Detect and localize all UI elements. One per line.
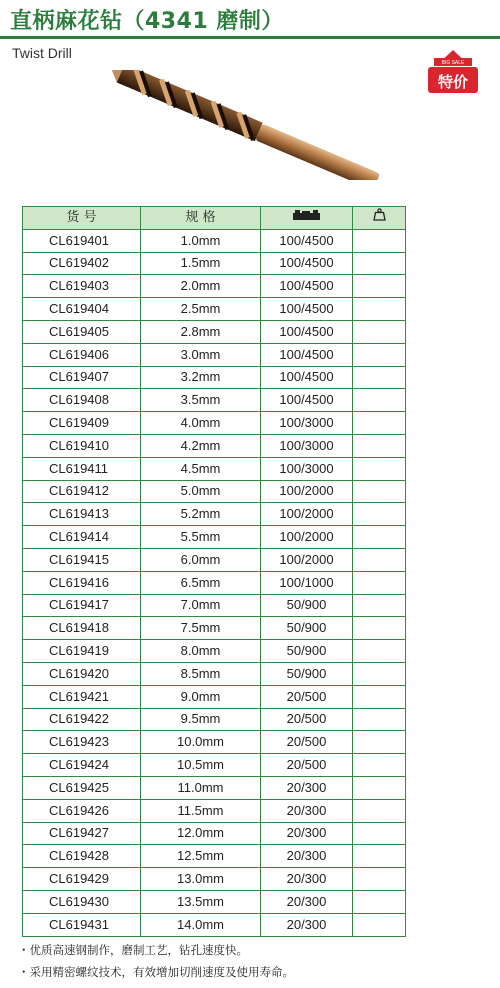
cell-weight bbox=[353, 480, 406, 503]
cell-pack: 100/2000 bbox=[261, 526, 353, 549]
cell-code: CL619418 bbox=[23, 617, 141, 640]
cell-code: CL619416 bbox=[23, 571, 141, 594]
cell-code: CL619402 bbox=[23, 252, 141, 275]
cell-spec: 12.5mm bbox=[141, 845, 261, 868]
cell-code: CL619408 bbox=[23, 389, 141, 412]
cell-code: CL619403 bbox=[23, 275, 141, 298]
cell-pack: 100/4500 bbox=[261, 275, 353, 298]
cell-weight bbox=[353, 457, 406, 480]
cell-spec: 8.5mm bbox=[141, 662, 261, 685]
table-row bbox=[23, 412, 406, 435]
table-row bbox=[23, 526, 406, 549]
table-row bbox=[23, 799, 406, 822]
cell-spec: 9.5mm bbox=[141, 708, 261, 731]
table-row bbox=[23, 685, 406, 708]
table-row bbox=[23, 617, 406, 640]
table-row bbox=[23, 754, 406, 777]
cell-spec: 13.5mm bbox=[141, 890, 261, 913]
cell-code: CL619412 bbox=[23, 480, 141, 503]
cell-weight bbox=[353, 389, 406, 412]
table-row bbox=[23, 480, 406, 503]
cell-code: CL619411 bbox=[23, 457, 141, 480]
cell-code: CL619415 bbox=[23, 548, 141, 571]
cell-pack: 100/3000 bbox=[261, 412, 353, 435]
cell-code: CL619421 bbox=[23, 685, 141, 708]
cell-spec: 3.2mm bbox=[141, 366, 261, 389]
cell-spec: 3.0mm bbox=[141, 343, 261, 366]
cell-pack: 20/500 bbox=[261, 685, 353, 708]
table-row bbox=[23, 662, 406, 685]
cell-spec: 1.0mm bbox=[141, 229, 261, 252]
table-row bbox=[23, 890, 406, 913]
notes bbox=[18, 939, 294, 983]
cell-weight bbox=[353, 754, 406, 777]
cell-pack: 50/900 bbox=[261, 640, 353, 663]
cell-spec: 9.0mm bbox=[141, 685, 261, 708]
cell-pack: 100/4500 bbox=[261, 229, 353, 252]
table-row bbox=[23, 731, 406, 754]
cell-pack: 20/300 bbox=[261, 845, 353, 868]
table-row bbox=[23, 389, 406, 412]
cell-weight bbox=[353, 229, 406, 252]
cell-spec: 2.8mm bbox=[141, 320, 261, 343]
weight-icon bbox=[373, 208, 386, 228]
table-row bbox=[23, 275, 406, 298]
table-row bbox=[23, 252, 406, 275]
cell-spec: 10.5mm bbox=[141, 754, 261, 777]
cell-weight bbox=[353, 526, 406, 549]
cell-spec: 3.5mm bbox=[141, 389, 261, 412]
cell-code: CL619404 bbox=[23, 298, 141, 321]
cell-code: CL619406 bbox=[23, 343, 141, 366]
cell-code: CL619407 bbox=[23, 366, 141, 389]
cell-spec: 2.5mm bbox=[141, 298, 261, 321]
cell-code: CL619414 bbox=[23, 526, 141, 549]
cell-weight bbox=[353, 822, 406, 845]
cell-code: CL619428 bbox=[23, 845, 141, 868]
cell-weight bbox=[353, 343, 406, 366]
column-header-code: 货 号 bbox=[23, 207, 141, 230]
cell-pack: 100/2000 bbox=[261, 480, 353, 503]
cell-spec: 4.2mm bbox=[141, 434, 261, 457]
badge-top-text: BIG SALE bbox=[441, 60, 465, 66]
cell-pack: 100/4500 bbox=[261, 366, 353, 389]
drill-bit-image bbox=[80, 70, 400, 180]
column-header-pack bbox=[261, 207, 353, 230]
table-row bbox=[23, 594, 406, 617]
cell-spec: 6.0mm bbox=[141, 548, 261, 571]
cell-pack: 20/500 bbox=[261, 754, 353, 777]
title-divider bbox=[0, 36, 500, 39]
cell-pack: 100/4500 bbox=[261, 252, 353, 275]
cell-spec: 6.5mm bbox=[141, 571, 261, 594]
cell-pack: 100/4500 bbox=[261, 320, 353, 343]
cell-weight bbox=[353, 617, 406, 640]
cell-weight bbox=[353, 275, 406, 298]
cell-code: CL619417 bbox=[23, 594, 141, 617]
cell-code: CL619425 bbox=[23, 776, 141, 799]
cell-pack: 20/300 bbox=[261, 776, 353, 799]
table-row bbox=[23, 366, 406, 389]
table-row bbox=[23, 708, 406, 731]
cell-code: CL619422 bbox=[23, 708, 141, 731]
cell-pack: 20/500 bbox=[261, 731, 353, 754]
table-row bbox=[23, 868, 406, 891]
cell-pack: 20/300 bbox=[261, 913, 353, 936]
cell-pack: 100/3000 bbox=[261, 434, 353, 457]
cell-code: CL619419 bbox=[23, 640, 141, 663]
column-header-spec: 规 格 bbox=[141, 207, 261, 230]
spec-table bbox=[22, 206, 406, 937]
cell-spec: 12.0mm bbox=[141, 822, 261, 845]
cell-code: CL619410 bbox=[23, 434, 141, 457]
cell-weight bbox=[353, 434, 406, 457]
cell-pack: 100/4500 bbox=[261, 343, 353, 366]
table-row bbox=[23, 320, 406, 343]
table-row bbox=[23, 434, 406, 457]
cell-spec: 1.5mm bbox=[141, 252, 261, 275]
cell-pack: 20/300 bbox=[261, 822, 353, 845]
cell-pack: 100/2000 bbox=[261, 548, 353, 571]
cell-pack: 100/4500 bbox=[261, 298, 353, 321]
table-row bbox=[23, 548, 406, 571]
table-row bbox=[23, 298, 406, 321]
cell-weight bbox=[353, 412, 406, 435]
cell-spec: 7.5mm bbox=[141, 617, 261, 640]
sale-badge bbox=[424, 48, 482, 96]
cell-spec: 4.0mm bbox=[141, 412, 261, 435]
cell-spec: 5.2mm bbox=[141, 503, 261, 526]
cell-weight bbox=[353, 503, 406, 526]
cell-spec: 10.0mm bbox=[141, 731, 261, 754]
cell-code: CL619405 bbox=[23, 320, 141, 343]
cell-pack: 20/300 bbox=[261, 799, 353, 822]
cell-spec: 5.0mm bbox=[141, 480, 261, 503]
cell-pack: 20/300 bbox=[261, 868, 353, 891]
cell-code: CL619413 bbox=[23, 503, 141, 526]
cell-code: CL619420 bbox=[23, 662, 141, 685]
cell-pack: 20/300 bbox=[261, 890, 353, 913]
cell-spec: 5.5mm bbox=[141, 526, 261, 549]
cell-weight bbox=[353, 594, 406, 617]
cell-weight bbox=[353, 890, 406, 913]
cell-weight bbox=[353, 548, 406, 571]
cell-weight bbox=[353, 252, 406, 275]
cell-spec: 8.0mm bbox=[141, 640, 261, 663]
cell-pack: 50/900 bbox=[261, 662, 353, 685]
cell-code: CL619427 bbox=[23, 822, 141, 845]
cell-spec: 13.0mm bbox=[141, 868, 261, 891]
table-row bbox=[23, 845, 406, 868]
table-header-row bbox=[23, 207, 406, 230]
note-item: ・优质高速钢制作，磨制工艺，钻孔速度快。 bbox=[18, 943, 248, 957]
table-row bbox=[23, 822, 406, 845]
cell-code: CL619424 bbox=[23, 754, 141, 777]
cell-weight bbox=[353, 685, 406, 708]
cell-code: CL619429 bbox=[23, 868, 141, 891]
cell-weight bbox=[353, 868, 406, 891]
cell-weight bbox=[353, 571, 406, 594]
cell-code: CL619430 bbox=[23, 890, 141, 913]
cell-weight bbox=[353, 845, 406, 868]
table-row bbox=[23, 913, 406, 936]
badge-main-text: 特价 bbox=[437, 73, 468, 91]
cell-pack: 100/1000 bbox=[261, 571, 353, 594]
cell-spec: 14.0mm bbox=[141, 913, 261, 936]
cell-code: CL619431 bbox=[23, 913, 141, 936]
page-title: 直柄麻花钻（4341 磨制） bbox=[10, 9, 284, 34]
cell-weight bbox=[353, 708, 406, 731]
cell-pack: 50/900 bbox=[261, 594, 353, 617]
cell-spec: 2.0mm bbox=[141, 275, 261, 298]
table-row bbox=[23, 640, 406, 663]
cell-weight bbox=[353, 913, 406, 936]
cell-code: CL619409 bbox=[23, 412, 141, 435]
header bbox=[0, 0, 500, 40]
cell-weight bbox=[353, 662, 406, 685]
page-subtitle: Twist Drill bbox=[12, 45, 72, 61]
cell-weight bbox=[353, 366, 406, 389]
cell-weight bbox=[353, 799, 406, 822]
table-row bbox=[23, 457, 406, 480]
cell-spec: 7.0mm bbox=[141, 594, 261, 617]
cell-pack: 20/500 bbox=[261, 708, 353, 731]
table-row bbox=[23, 229, 406, 252]
column-header-weight bbox=[353, 207, 406, 230]
table-row bbox=[23, 571, 406, 594]
cell-pack: 100/2000 bbox=[261, 503, 353, 526]
cell-code: CL619426 bbox=[23, 799, 141, 822]
cell-spec: 11.5mm bbox=[141, 799, 261, 822]
note-item: ・采用精密螺纹技术，有效增加切削速度及使用寿命。 bbox=[18, 965, 294, 979]
cell-weight bbox=[353, 320, 406, 343]
cell-pack: 100/3000 bbox=[261, 457, 353, 480]
table-row bbox=[23, 776, 406, 799]
cell-weight bbox=[353, 731, 406, 754]
table-row bbox=[23, 503, 406, 526]
cell-weight bbox=[353, 640, 406, 663]
cell-weight bbox=[353, 298, 406, 321]
cell-spec: 11.0mm bbox=[141, 776, 261, 799]
box-package-icon bbox=[292, 208, 322, 228]
cell-code: CL619401 bbox=[23, 229, 141, 252]
cell-pack: 50/900 bbox=[261, 617, 353, 640]
cell-code: CL619423 bbox=[23, 731, 141, 754]
cell-weight bbox=[353, 776, 406, 799]
cell-spec: 4.5mm bbox=[141, 457, 261, 480]
table-row bbox=[23, 343, 406, 366]
cell-pack: 100/4500 bbox=[261, 389, 353, 412]
